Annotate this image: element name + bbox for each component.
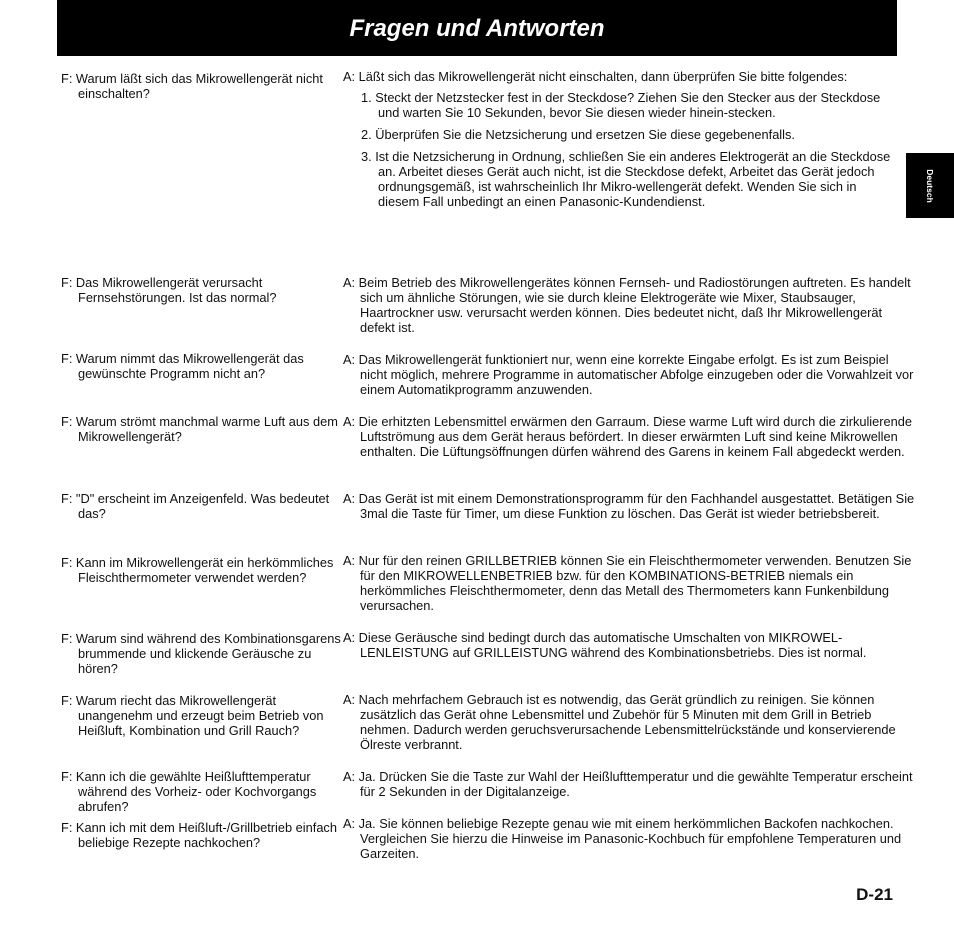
answer-1-step-3: 3. Ist die Netzsicherung in Ordnung, schließen Sie ein anderes Elektrogerät an die Steckdose an. Arbeitet dieses Gerät auch nicht, ist die Steckdose defekt, Arbeitet das Gerät jedoch ordnungsgemäß, ist wahrscheinlich Ihr Mikro-wellengerät defekt. Wenden Sie sich in diesem Fall unbedingt an einen Panasonic-Kundendienst. (361, 149, 891, 209)
answer-9: A: Ja. Drücken Sie die Taste zur Wahl der Heißlufttemperatur und die gewählte Temperatur erscheint für 2 Sekunden in der Digitalanzeige. (343, 769, 913, 799)
answer-4: A: Die erhitzten Lebensmittel erwärmen den Garraum. Diese warme Luft wird durch die zirkulierende Luftströmung aus dem Gerät heraus befördert. In dieser erwärmten Luft sind keine Mikrowellen enthalten. Die Lüftungsöffnungen dürfen während des Garens in keinem Fall abgedeckt werden. (343, 414, 912, 459)
question-5: F: "D" erscheint im Anzeigenfeld. Was bedeutet das? (61, 491, 330, 521)
question-4: F: Warum strömt manchmal warme Luft aus dem Mikrowellengerät? (61, 414, 338, 444)
answer-1-intro: A: Läßt sich das Mikrowellengerät nicht einschalten, dann überprüfen Sie bitte folgendes: (343, 69, 848, 84)
question-9: F: Kann ich die gewählte Heißlufttemperatur während des Vorheiz- oder Kochvorgangs abrufen? (61, 769, 317, 814)
answer-6: A: Nur für den reinen GRILLBETRIEB können Sie ein Fleischthermometer verwenden. Benutzen Sie für den MIKROWELLENBETRIEB bzw. für den KOMBINATIONS-BETRIEB niemals ein herkömmliches Fleischthermometer, denn das Metall des Thermometers kann Funkenbildung verursachen. (343, 553, 912, 613)
answer-1-step-1: 1. Steckt der Netzstecker fest in der Steckdose? Ziehen Sie den Stecker aus der Steckdose und warten Sie 10 Sekunden, bevor Sie diesen wieder hinein-stecken. (361, 90, 881, 120)
question-3: F: Warum nimmt das Mikrowellengerät das gewünschte Programm nicht an? (61, 351, 304, 381)
header-bar (57, 0, 897, 56)
answer-8: A: Nach mehrfachem Gebrauch ist es notwendig, das Gerät gründlich zu reinigen. Sie können zusätzlich das Gerät ohne Lebensmittel und Zubehör für 5 Minuten mit dem Grill in Betrieb nehmen. Dadurch werden geruchsverursachende Lebensmittelrückstände und konservierende Ölreste verbrannt. (343, 692, 896, 752)
page-number: D-21 (856, 885, 893, 904)
question-1: F: Warum läßt sich das Mikrowellengerät nicht einschalten? (61, 71, 323, 101)
answer-3: A: Das Mikrowellengerät funktioniert nur, wenn eine korrekte Eingabe erfolgt. Es ist zum Beispiel nicht möglich, mehrere Programme in automatischer Abfolge einzugeben oder die Vorwahlzeit vor einem Automatikprogramm anzuwenden. (343, 352, 914, 397)
question-8: F: Warum riecht das Mikrowellengerät unangenehm und erzeugt beim Betrieb von Heißluft, Kombination und Grill Rauch? (61, 693, 324, 738)
answer-7: A: Diese Geräusche sind bedingt durch das automatische Umschalten von MIKROWEL-LENLEISTUNG auf GRILLEISTUNG während des Kombinationsbetriebs. Dies ist normal. (343, 630, 867, 660)
question-10: F: Kann ich mit dem Heißluft-/Grillbetrieb einfach beliebige Rezepte nachkochen? (61, 820, 337, 850)
answer-1-step-2: 2. Überprüfen Sie die Netzsicherung und ersetzen Sie diese gegebenenfalls. (361, 127, 795, 142)
answer-1 (343, 69, 898, 216)
page-title: Fragen und Antworten (349, 14, 605, 42)
answer-1-steps (343, 90, 898, 209)
question-7: F: Warum sind während des Kombinationsgarens brummende und klickende Geräusche zu hören? (61, 631, 341, 676)
answer-5: A: Das Gerät ist mit einem Demonstrationsprogramm für den Fachhandel ausgestattet. Betätigen Sie 3mal die Taste für Timer, um diese Funktion zu löschen. Das Gerät ist wieder betriebsbereit. (343, 491, 915, 521)
answer-2: A: Beim Betrieb des Mikrowellengerätes können Fernseh- und Radiostörungen auftreten. Es handelt sich um ähnliche Störungen, wie sie durch kleine Elektrogeräte wie Mixer, Staubsauger, Haartrockner usw. verursacht werden können. Dies bedeutet nicht, daß Ihr Mikrowellengerät defekt ist. (343, 275, 911, 335)
question-2: F: Das Mikrowellengerät verursacht Fernsehstörungen. Ist das normal? (61, 275, 277, 305)
language-tab (906, 153, 954, 218)
answer-10: A: Ja. Sie können beliebige Rezepte genau wie mit einem herkömmlichen Backofen nachkochen. Vergleichen Sie hierzu die Hinweise im Panasonic-Kochbuch für empfohlene Temperaturen und Garzeiten. (343, 816, 902, 861)
question-6: F: Kann im Mikrowellengerät ein herkömmliches Fleischthermometer verwendet werden? (61, 555, 334, 585)
language-tab-label: Deutsch (924, 168, 935, 203)
